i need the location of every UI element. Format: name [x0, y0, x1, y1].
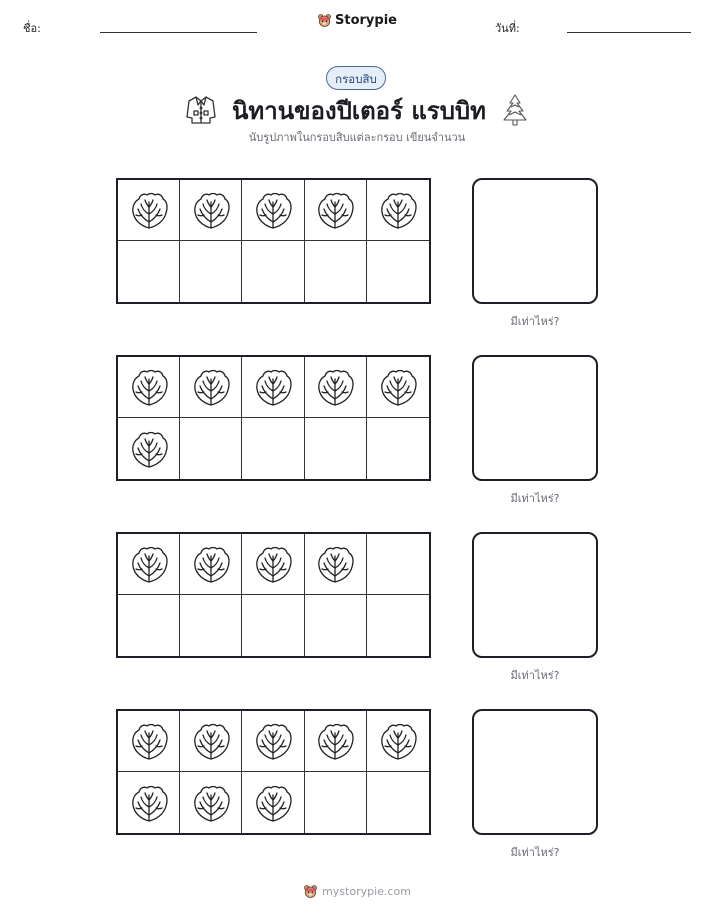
date-line[interactable] [567, 32, 691, 33]
lettuce-icon [127, 719, 171, 763]
lettuce-icon [376, 365, 420, 409]
brand-logo [0, 13, 714, 32]
bear-icon [303, 884, 318, 899]
lettuce-icon [251, 719, 295, 763]
ten-frame-cell [180, 241, 242, 302]
name-line[interactable] [100, 32, 257, 33]
ten-frame [116, 178, 431, 304]
ten-frame-cell [242, 180, 304, 241]
lettuce-icon [127, 427, 171, 471]
ten-frame-cell [118, 534, 180, 595]
lettuce-icon [313, 365, 357, 409]
ten-frame-cell [180, 180, 242, 241]
ten-frame-cell [305, 241, 367, 302]
ten-frame-cell [180, 711, 242, 772]
how-many-label: มีเท่าไหร่? [510, 315, 560, 328]
lettuce-icon [189, 542, 233, 586]
how-many-label: มีเท่าไหร่? [510, 492, 560, 505]
lettuce-icon [313, 542, 357, 586]
ten-frame-cell [118, 241, 180, 302]
lettuce-icon [251, 188, 295, 232]
lettuce-icon [251, 781, 295, 825]
lettuce-icon [189, 188, 233, 232]
answer-box[interactable] [472, 178, 598, 304]
ten-frame-cell [367, 595, 429, 656]
how-many-label: มีเท่าไหร่? [510, 846, 560, 859]
bear-icon [317, 13, 332, 28]
ten-frame-cell [367, 711, 429, 772]
lettuce-icon [189, 781, 233, 825]
ten-frame-cell [367, 357, 429, 418]
ten-frame-cell [367, 772, 429, 833]
ten-frame [116, 355, 431, 481]
ten-frame-cell [305, 180, 367, 241]
lettuce-icon [127, 365, 171, 409]
ten-frame [116, 532, 431, 658]
ten-frame-cell [305, 595, 367, 656]
jacket-icon [184, 93, 218, 127]
ten-frame-cell [180, 357, 242, 418]
ten-frame [116, 709, 431, 835]
ten-frame-cell [367, 418, 429, 479]
ten-frame-cell [367, 534, 429, 595]
brand-name: Storypie [335, 13, 397, 28]
footer [0, 884, 714, 899]
ten-frame-cell [242, 711, 304, 772]
title-row [0, 90, 714, 130]
lettuce-icon [127, 781, 171, 825]
ten-frame-cell [242, 534, 304, 595]
lettuce-icon [313, 719, 357, 763]
lettuce-icon [127, 188, 171, 232]
name-label: ชื่อ: [23, 22, 41, 35]
ten-frame-cell [305, 418, 367, 479]
answer-box[interactable] [472, 355, 598, 481]
ten-frame-cell [180, 534, 242, 595]
lettuce-icon [251, 542, 295, 586]
ten-frame-cell [242, 418, 304, 479]
ten-frame-cell [242, 772, 304, 833]
ten-frame-cell [305, 534, 367, 595]
lettuce-icon [189, 719, 233, 763]
how-many-label: มีเท่าไหร่? [510, 669, 560, 682]
lettuce-icon [251, 365, 295, 409]
lettuce-icon [127, 542, 171, 586]
ten-frame-cell [118, 772, 180, 833]
ten-frame-cell [305, 772, 367, 833]
ten-frame-cell [305, 711, 367, 772]
date-label: วันที่: [495, 22, 520, 35]
ten-frame-cell [180, 418, 242, 479]
ten-frame-cell [367, 180, 429, 241]
ten-frame-cell [118, 595, 180, 656]
page-title: นิทานของปีเตอร์ แรบบิท [232, 96, 486, 125]
ten-frame-cell [180, 595, 242, 656]
tree-icon [500, 93, 530, 127]
ten-frame-cell [118, 418, 180, 479]
ten-frame-cell [242, 241, 304, 302]
ten-frame-cell [118, 711, 180, 772]
lettuce-icon [376, 188, 420, 232]
lettuce-icon [376, 719, 420, 763]
lettuce-icon [313, 188, 357, 232]
ten-frame-cell [367, 241, 429, 302]
topic-badge: กรอบสิบ [326, 66, 386, 90]
ten-frame-cell [242, 357, 304, 418]
answer-box[interactable] [472, 532, 598, 658]
answer-box[interactable] [472, 709, 598, 835]
ten-frame-cell [118, 357, 180, 418]
ten-frame-cell [242, 595, 304, 656]
lettuce-icon [189, 365, 233, 409]
ten-frame-cell [180, 772, 242, 833]
footer-url: mystorypie.com [322, 885, 411, 898]
ten-frame-cell [118, 180, 180, 241]
instructions: นับรูปภาพในกรอบสิบแต่ละกรอบ เขียนจำนวน [248, 131, 466, 144]
ten-frame-cell [305, 357, 367, 418]
